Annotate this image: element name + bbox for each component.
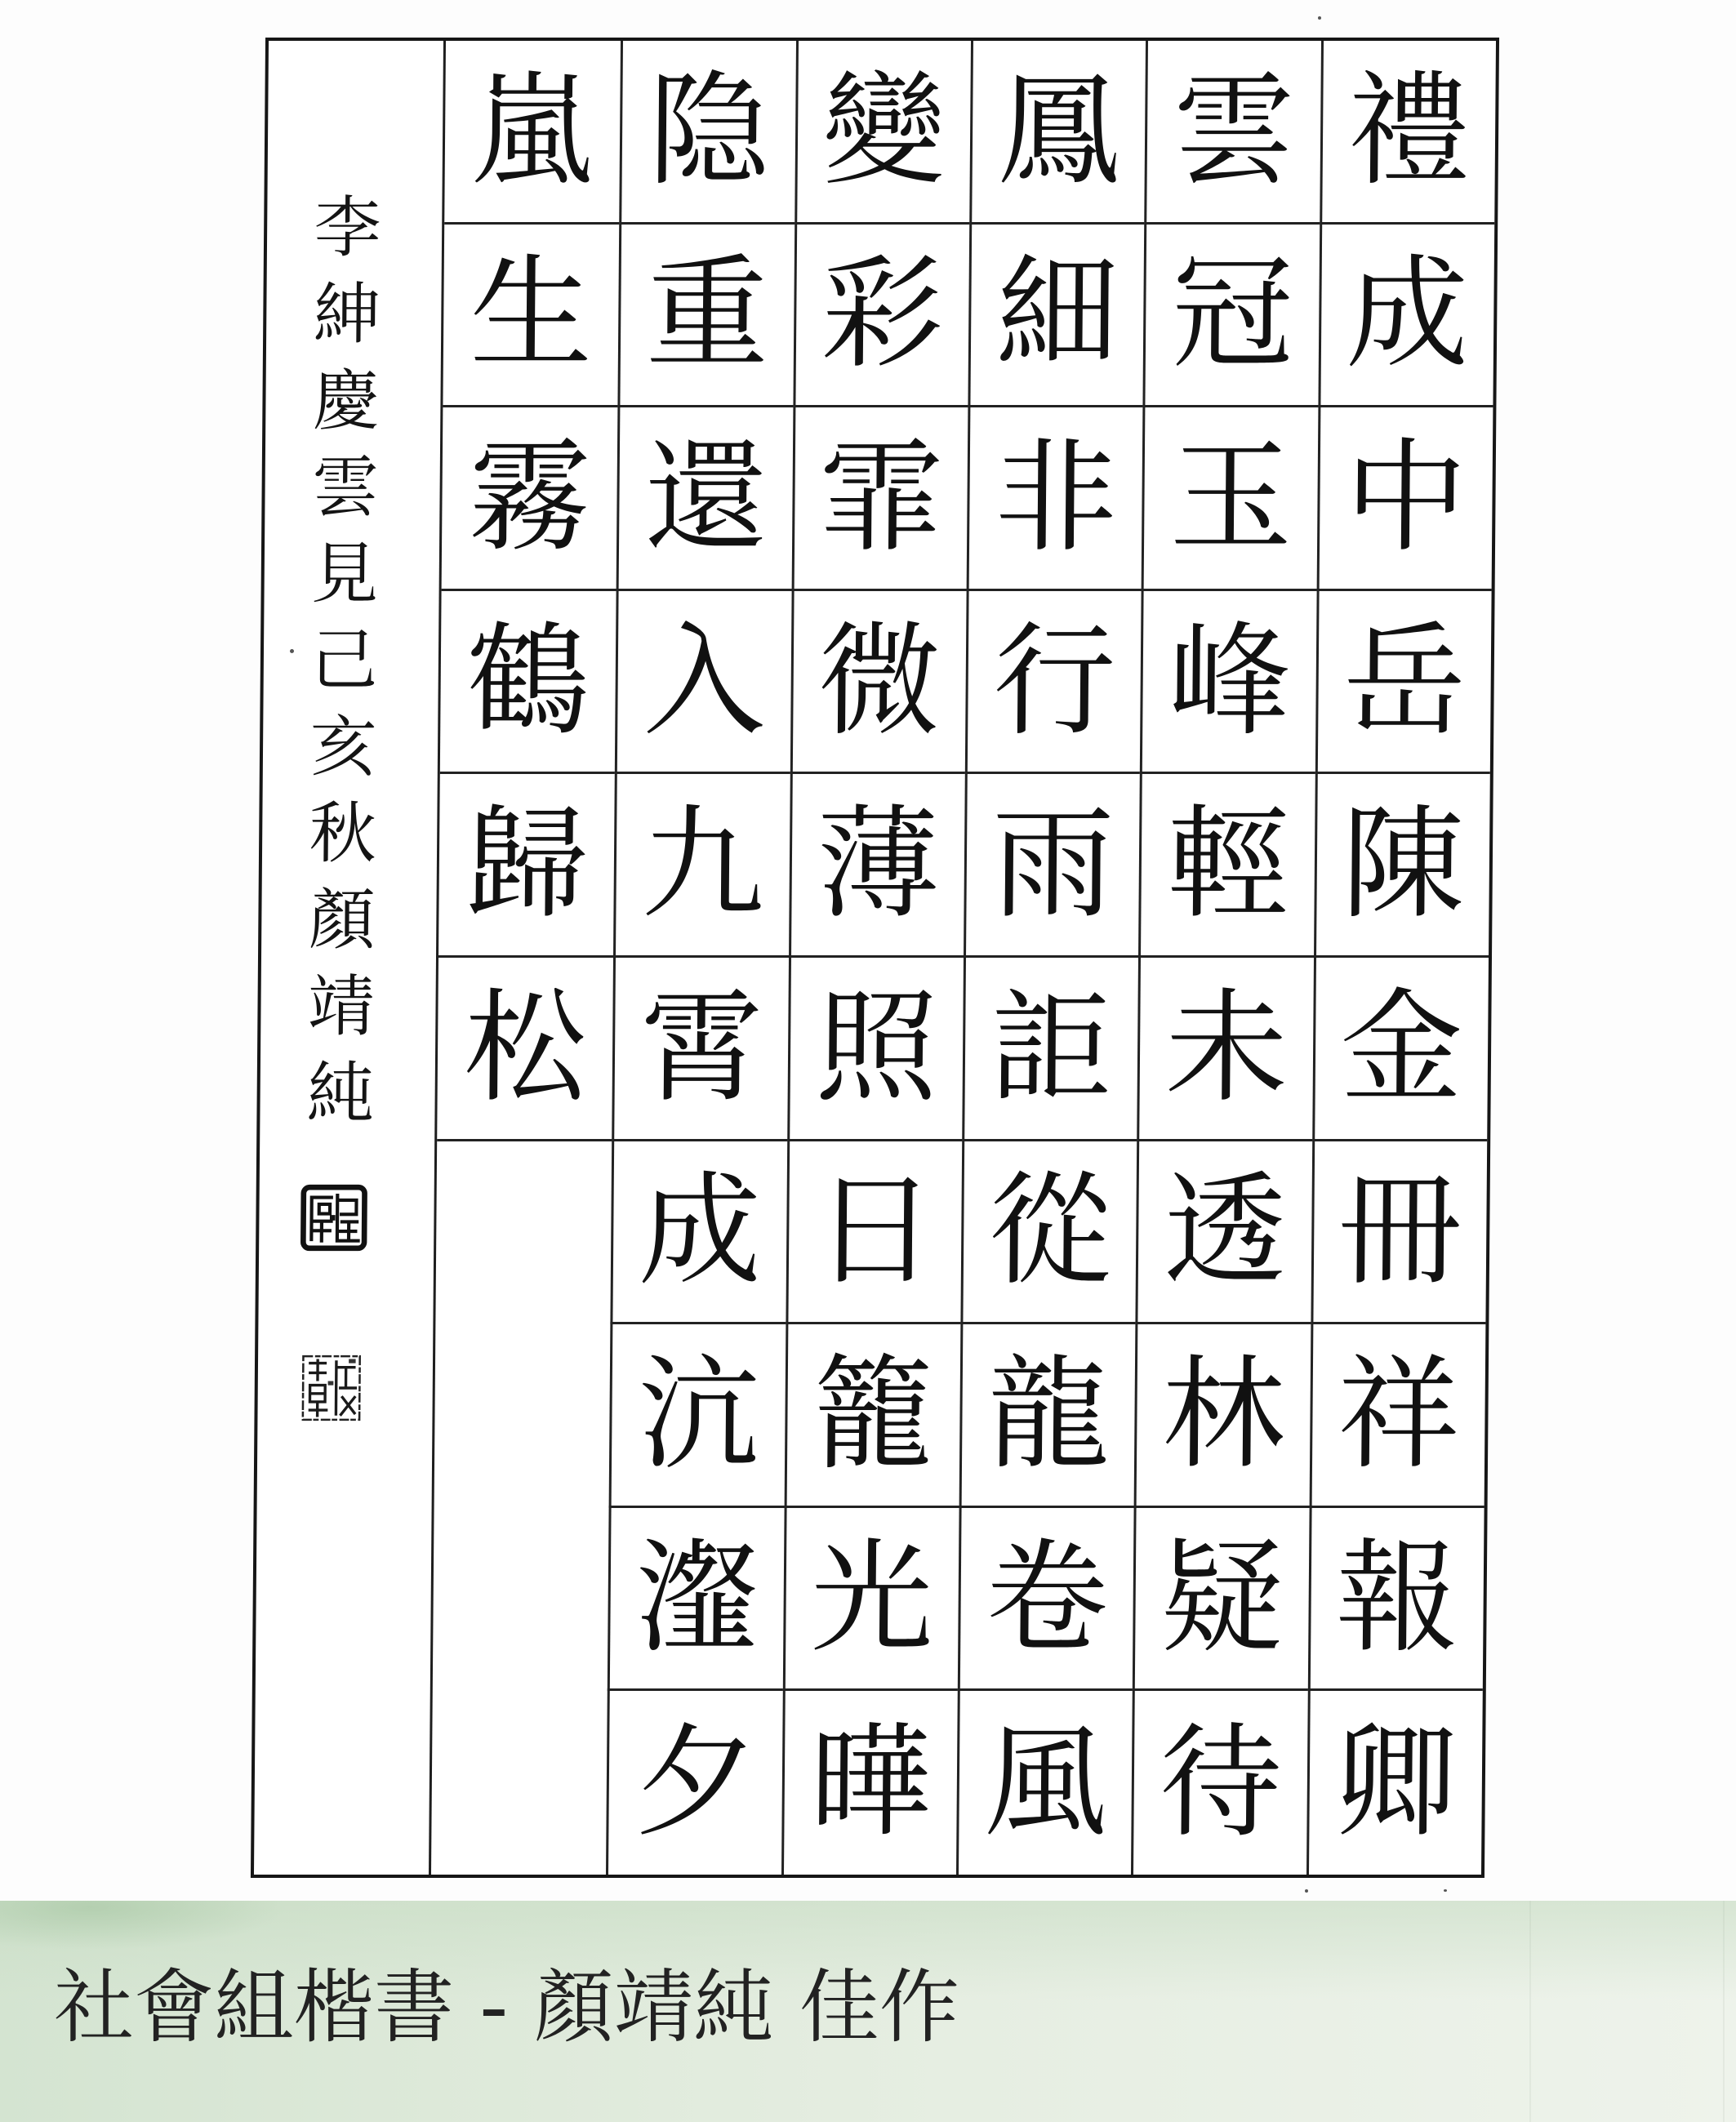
poem-character: 松 — [437, 958, 613, 1141]
poem-character: 祥 — [1309, 1324, 1485, 1508]
poem-character: 中 — [1316, 407, 1493, 591]
caption-bar — [0, 1901, 1736, 2122]
poem-character: 入 — [615, 591, 791, 775]
poem-character: 輕 — [1138, 774, 1315, 958]
poem-character: 疑 — [1133, 1508, 1309, 1692]
calligraphy-grid-frame — [251, 38, 1499, 1878]
poem-character: 鳳 — [969, 41, 1146, 225]
poem-character: 細 — [968, 225, 1144, 408]
seal-stamp-1 — [300, 1184, 368, 1252]
poem-character: 待 — [1131, 1691, 1307, 1875]
poem-character: 雨 — [964, 774, 1140, 958]
poem-character: 歸 — [438, 774, 615, 958]
poem-character: 變 — [795, 41, 971, 225]
empty-cell — [431, 1141, 612, 1875]
poem-character: 籠 — [784, 1324, 960, 1508]
award-caption: 社會組楷書 - 顏靖純 佳作 — [54, 1961, 959, 2054]
poem-character: 沆 — [609, 1324, 786, 1508]
poem-character: 禮 — [1320, 41, 1496, 225]
poem-character: 霏 — [791, 407, 968, 591]
seal-stamp-2 — [300, 1353, 363, 1423]
poem-character: 報 — [1307, 1508, 1484, 1692]
scan-speck — [1305, 1889, 1308, 1893]
poem-character: 瀣 — [608, 1508, 784, 1692]
poem-character: 卷 — [958, 1508, 1134, 1692]
poem-character: 詎 — [962, 958, 1138, 1141]
scan-speck — [1444, 1889, 1447, 1892]
poem-character: 成 — [611, 1141, 787, 1325]
poem-character: 隐 — [620, 41, 796, 225]
poem-character: 嵐 — [444, 41, 621, 225]
poem-character: 卿 — [1306, 1691, 1483, 1875]
poem-character: 九 — [613, 774, 790, 958]
poem-character: 陳 — [1314, 774, 1490, 958]
poem-character: 鶴 — [440, 591, 617, 775]
poem-character: 林 — [1134, 1324, 1311, 1508]
poem-character: 未 — [1137, 958, 1314, 1141]
poem-character: 冊 — [1311, 1141, 1487, 1325]
signature-inscription: 李紳慶雲見己亥秋顏靖純 — [296, 192, 381, 1144]
poem-character: 重 — [618, 225, 795, 408]
poem-character: 生 — [443, 225, 619, 408]
poem-character: 薄 — [789, 774, 965, 958]
background-ruling-line — [1529, 1901, 1531, 2122]
poem-character: 透 — [1136, 1141, 1312, 1325]
poem-character: 岳 — [1315, 591, 1491, 775]
poem-character: 夕 — [606, 1691, 782, 1875]
poem-character: 冠 — [1143, 225, 1320, 408]
poem-character: 從 — [960, 1141, 1137, 1325]
poem-character: 金 — [1312, 958, 1489, 1141]
scan-speck — [1318, 16, 1321, 20]
poem-character: 微 — [790, 591, 966, 775]
poem-character: 彩 — [793, 225, 969, 408]
poem-character: 霄 — [612, 958, 789, 1141]
poem-character: 曄 — [781, 1691, 958, 1875]
poem-character: 風 — [956, 1691, 1133, 1875]
background-ruling-line — [1723, 1901, 1725, 2122]
poem-character: 成 — [1318, 225, 1494, 408]
poem-character: 龍 — [959, 1324, 1136, 1508]
poem-character: 照 — [787, 958, 964, 1141]
poem-grid — [431, 41, 1496, 1875]
poem-character: 日 — [786, 1141, 962, 1325]
scan-speck — [290, 649, 294, 653]
poem-character: 還 — [617, 407, 793, 591]
poem-character: 光 — [782, 1508, 959, 1692]
poem-character: 非 — [967, 407, 1143, 591]
poem-character: 雲 — [1145, 41, 1321, 225]
poem-character: 玉 — [1142, 407, 1318, 591]
poem-character: 霧 — [442, 407, 618, 591]
poem-character: 行 — [965, 591, 1142, 775]
poem-character: 峰 — [1140, 591, 1316, 775]
signature-column — [254, 41, 446, 1875]
